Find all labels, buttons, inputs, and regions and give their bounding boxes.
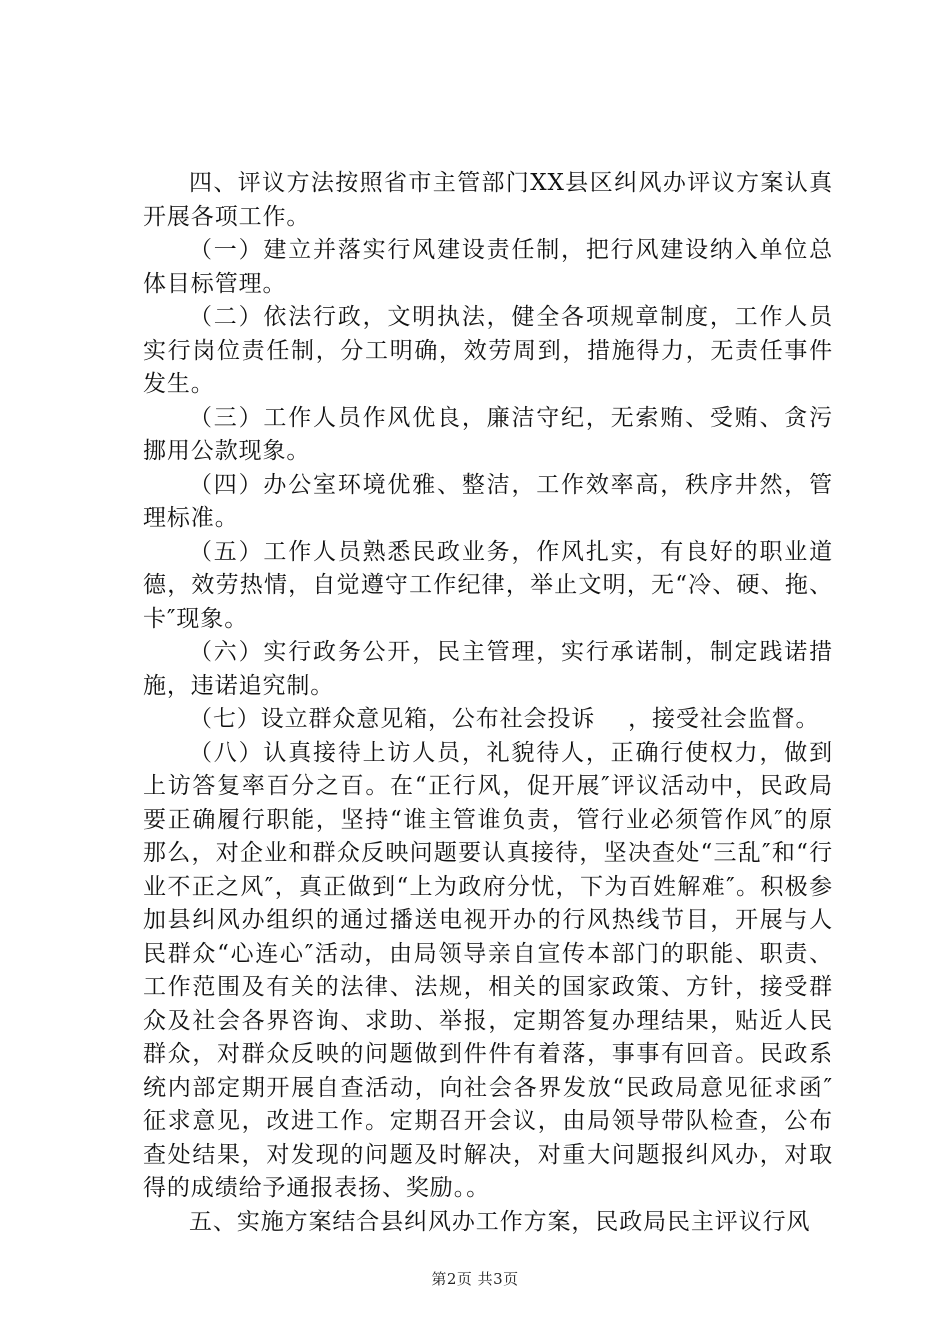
page-footer: 第2页 共3页 — [431, 1270, 519, 1288]
item-eight: （八）认真接待上访人员，礼貌待人，正确行使权力，做到上访答复率百分之百。在“正行风，促开展″评议活动中，民政局要正确履行职能，坚持“谁主管谁负责，管行业必须管作风″的原那么，对企业和群众反映问题要认真接待，坚决查处“三乱″和“行业不正之风″，真正做到“上为政府分忧，下为百姓解难″。积极参加县纠风办组织的通过播送电视开办的行风热线节目，开展与人民群众“心连心″活动，由局领导亲自宣传本部门的职能、职责、工作范围及有关的法律、法规，相关的国家政策、方针，接受群众及社会各界咨询、求助、举报，定期答复办理结果，贴近人民群众，对群众反映的问题做到件件有着落，事事有回音。民政系统内部定期开展自查活动，向社会各界发放“民政局意见征求函″征求意见，改进工作。定期召开会议，由局领导带队检查，公布查处结果，对发现的问题及时解决，对重大问题报纠风办，对取得的成绩给予通报表扬、奖励。。 — [143, 739, 833, 1201]
item-five: （五）工作人员熟悉民政业务，作风扎实，有良好的职业道德，效劳热情，自觉遵守工作纪律，举止文明，无“冷、硬、拖、卡″现象。 — [143, 538, 833, 632]
item-three: （三）工作人员作风优良，廉洁守纪，无索贿、受贿、贪污挪用公款现象。 — [143, 404, 833, 464]
document-body — [143, 167, 833, 1239]
item-seven: （七）设立群众意见箱，公布社会投诉 ，接受社会监督。 — [189, 706, 820, 732]
item-two: （二）依法行政，文明执法，健全各项规章制度，工作人员实行岗位责任制，分工明确，效劳周到，措施得力，无责任事件发生。 — [143, 304, 833, 397]
section-four-heading: 四、评议方法按照省市主管部门XX县区纠风办评议方案认真开展各项工作。 — [143, 170, 833, 230]
item-four: （四）办公室环境优雅、整洁，工作效率高，秩序井然，管理标准。 — [143, 471, 833, 531]
item-six: （六）实行政务公开，民主管理，实行承诺制，制定践诺措施，违诺追究制。 — [143, 639, 833, 699]
item-one: （一）建立并落实行风建设责任制，把行风建设纳入单位总体目标管理。 — [143, 237, 833, 297]
section-five-heading: 五、实施方案结合县纠风办工作方案，民政局民主评议行风 — [189, 1208, 811, 1235]
